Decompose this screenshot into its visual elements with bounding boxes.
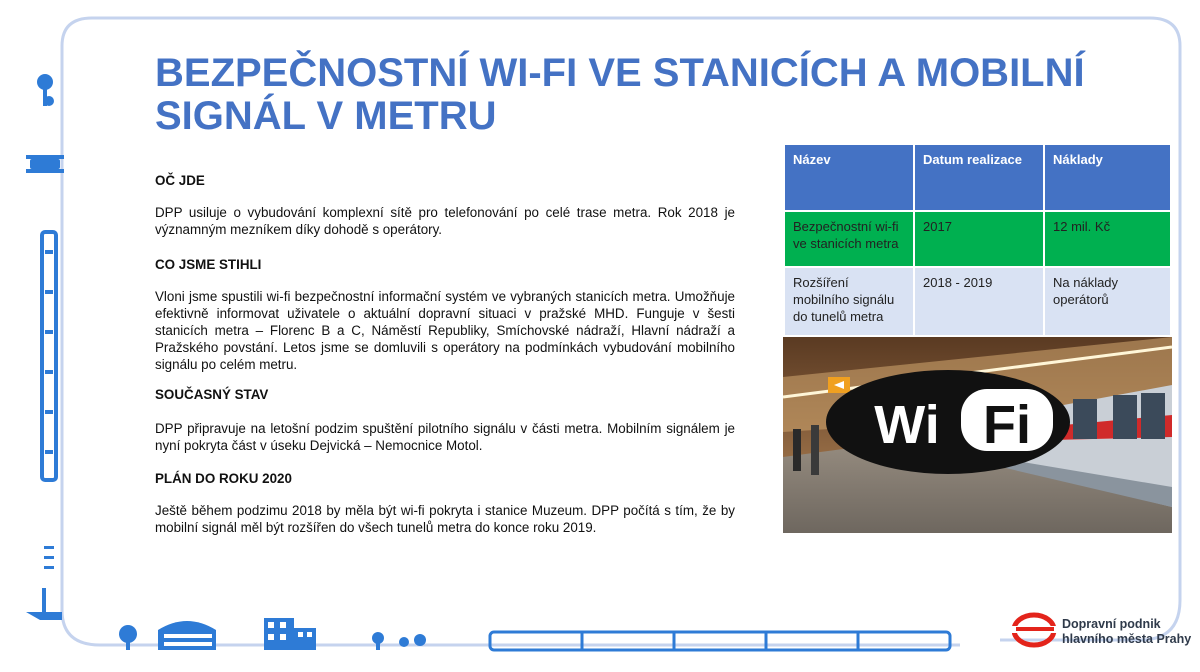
table-header-cell: Datum realizace	[914, 144, 1044, 211]
section-text: DPP připravuje na letošní podzim spuštění pilotního signálu v části metra. Mobilním signálem je nyní pokryta část v úseku Dejvická – Nemocnice Motol.	[155, 421, 735, 453]
left-decoration	[26, 74, 64, 620]
section-heading: PLÁN DO ROKU 2020	[155, 471, 292, 486]
table-cell: 12 mil. Kč	[1044, 211, 1171, 267]
section-text: Ještě během podzimu 2018 by měla být wi-fi pokryta i stanice Muzeum. DPP počítá s tím, že by mobilní signál měl být rozšířen do všech tunelů metra do konce roku 2019.	[155, 503, 735, 535]
dpp-logo-text	[1062, 617, 1191, 647]
section-heading: OČ JDE	[155, 173, 205, 188]
table-row	[784, 267, 1171, 336]
section-text: Vloni jsme spustili wi-fi bezpečnostní informační systém ve vybraných stanicích metra. Umožňuje efektivně informovat uživatele o aktuální dopravní situaci v pražské MHD. Funguje v šesti stanicích metra – Florenc B a C, Náměstí Republiky, Smíchovské nádraží, Hlavní nádraží a Pražského povstání. Letos jsme se domluvili s operátory na podmínkách vybudování mobilního signálu po celém metru.	[155, 289, 735, 372]
logo-line1: Dopravní podnik	[1062, 617, 1161, 631]
table-cell: 2018 - 2019	[914, 267, 1044, 336]
logo-line2: hlavního města Prahy	[1062, 632, 1192, 646]
section-heading: CO JSME STIHLI	[155, 257, 262, 272]
metro-train-decoration	[490, 632, 950, 650]
table-header-cell: Název	[784, 144, 914, 211]
table-row	[784, 211, 1171, 267]
metro-wifi-photo	[783, 337, 1172, 533]
projects-table	[783, 143, 1172, 337]
table-cell: Bezpečnostní wi-fi ve stanicích metra	[784, 211, 914, 267]
slide-title: BEZPEČNOSTNÍ WI-FI VE STANICÍCH A MOBILNÍ SIGNÁL V METRU	[155, 51, 1085, 138]
table-cell: Na náklady operátorů	[1044, 267, 1171, 336]
table-header-row	[784, 144, 1171, 211]
wifi-logo-text-right: Fi	[983, 395, 1031, 455]
table-cell: Rozšíření mobilního signálu do tunelů metra	[784, 267, 914, 336]
table-header-cell: Náklady	[1044, 144, 1171, 211]
section-heading: SOUČASNÝ STAV	[155, 387, 269, 402]
dpp-logo-icon	[1012, 612, 1058, 648]
table-cell: 2017	[914, 211, 1044, 267]
section-text: DPP usiluje o vybudování komplexní sítě pro telefonování po celé trase metra. Rok 2018 je významným mezníkem díky dohodě s operátory.	[155, 205, 735, 237]
wifi-logo-text-left: Wi	[874, 395, 940, 455]
